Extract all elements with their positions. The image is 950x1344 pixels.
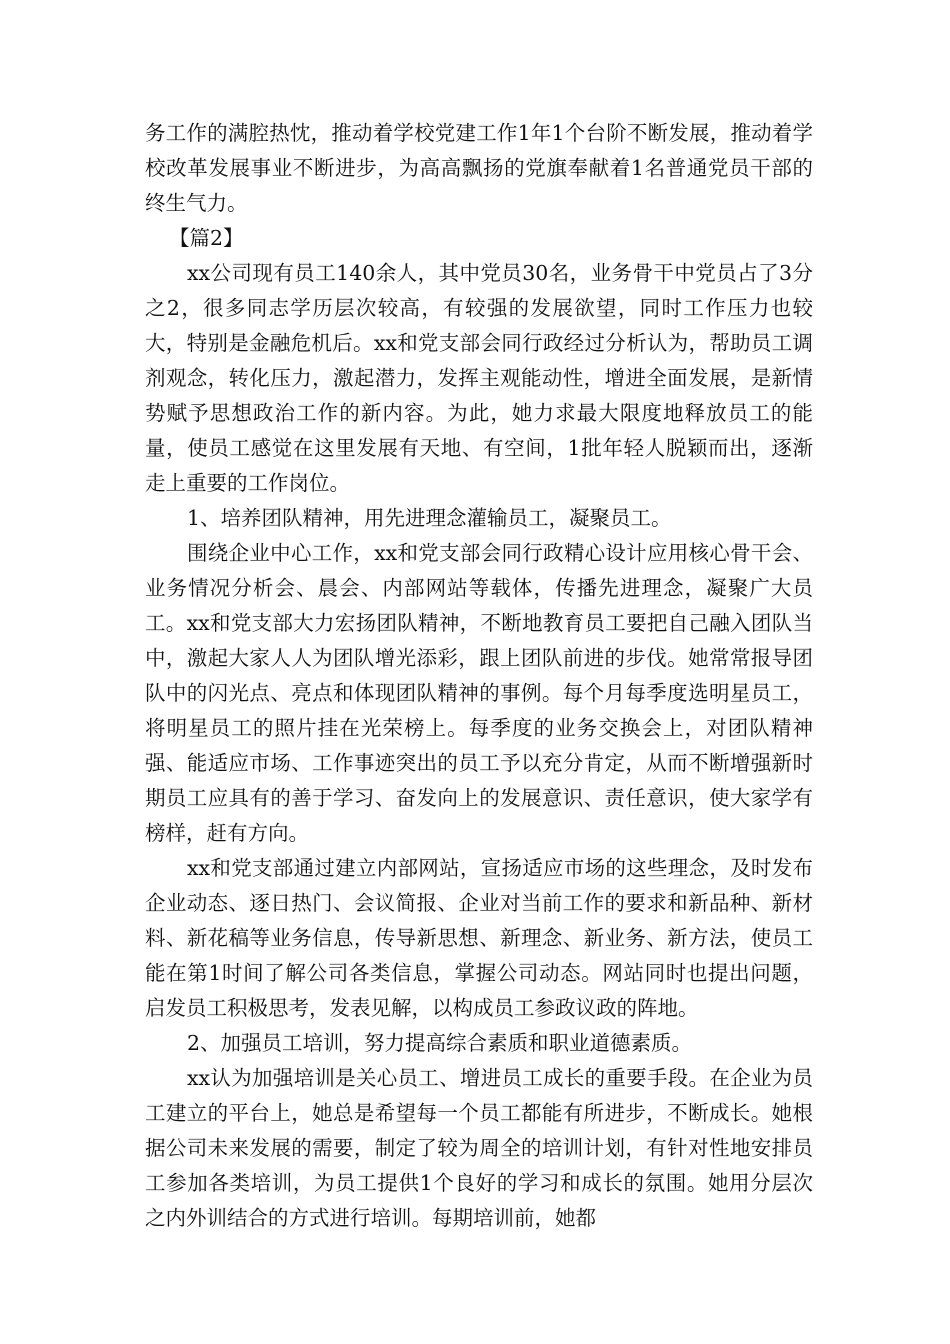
subheading: 2、加强员工培训，努力提高综合素质和职业道德素质。 <box>187 1031 693 1055</box>
subheading: 1、培养团队精神，用先进理念灌输员工，凝聚员工。 <box>187 506 672 530</box>
paragraph: 围绕企业中心工作，xx和党支部会同行政精心设计应用核心骨干会、业务情况分析会、晨会、内部网站等载体，传播先进理念，凝聚广大员工。xx和党支部大力宏扬团队精神，不断地教育员工要把自己融入团队当中，激起大家人人为团队增光添彩，跟上团队前进的步伐。她常常报导团队中的闪光点、亮点和体现团队精神的事例。每个月每季度选明星员工，将明星员工的照片挂在光荣榜上。每季度的业务交换会上，对团队精神强、能适应市场、工作事迹突出的员工予以充分肯定，从而不断增强新时期员工应具有的善于学习、奋发向上的发展意识、责任意识，使大家学有榜样，赶有方向。 <box>145 541 813 845</box>
paragraph: xx认为加强培训是关心员工、增进员工成长的重要手段。在企业为员工建立的平台上，她总是希望每一个员工都能有所进步，不断成长。她根据公司未来发展的需要，制定了较为周全的培训计划，有针对性地安排员工参加各类培训，为员工提供1个良好的学习和成长的氛围。她用分层次之内外训结合的方式进行培训。每期培训前，她都 <box>145 1066 813 1230</box>
paragraph: xx和党支部通过建立内部网站，宣扬适应市场的这些理念，及时发布企业动态、逐日热门、会议简报、企业对当前工作的要求和新品种、新材料、新花稿等业务信息，传导新思想、新理念、新业务、新方法，使员工能在第1时间了解公司各类信息，掌握公司动态。网站同时也提出问题，启发员工积极思考，发表见解，以构成员工参政议政的阵地。 <box>145 856 813 1020</box>
paragraph: xx公司现有员工140余人，其中党员30名，业务骨干中党员占了3分之2，很多同志学历层次较高，有较强的发展欲望，同时工作压力也较大，特别是金融危机后。xx和党支部会同行政经过分析认为，帮助员工调剂观念，转化压力，激起潜力，发挥主观能动性，增进全面发展，是新情势赋予思想政治工作的新内容。为此，她力求最大限度地释放员工的能量，使员工感觉在这里发展有天地、有空间，1批年轻人脱颖而出，逐渐走上重要的工作岗位。 <box>145 261 813 495</box>
section-heading: 【篇2】 <box>169 226 244 250</box>
document-body <box>145 116 813 1236</box>
paragraph-continuation: 务工作的满腔热忱，推动着学校党建工作1年1个台阶不断发展，推动着学校改革发展事业不断进步，为高高飘扬的党旗奉献着1名普通党员干部的终生气力。 <box>145 121 813 215</box>
